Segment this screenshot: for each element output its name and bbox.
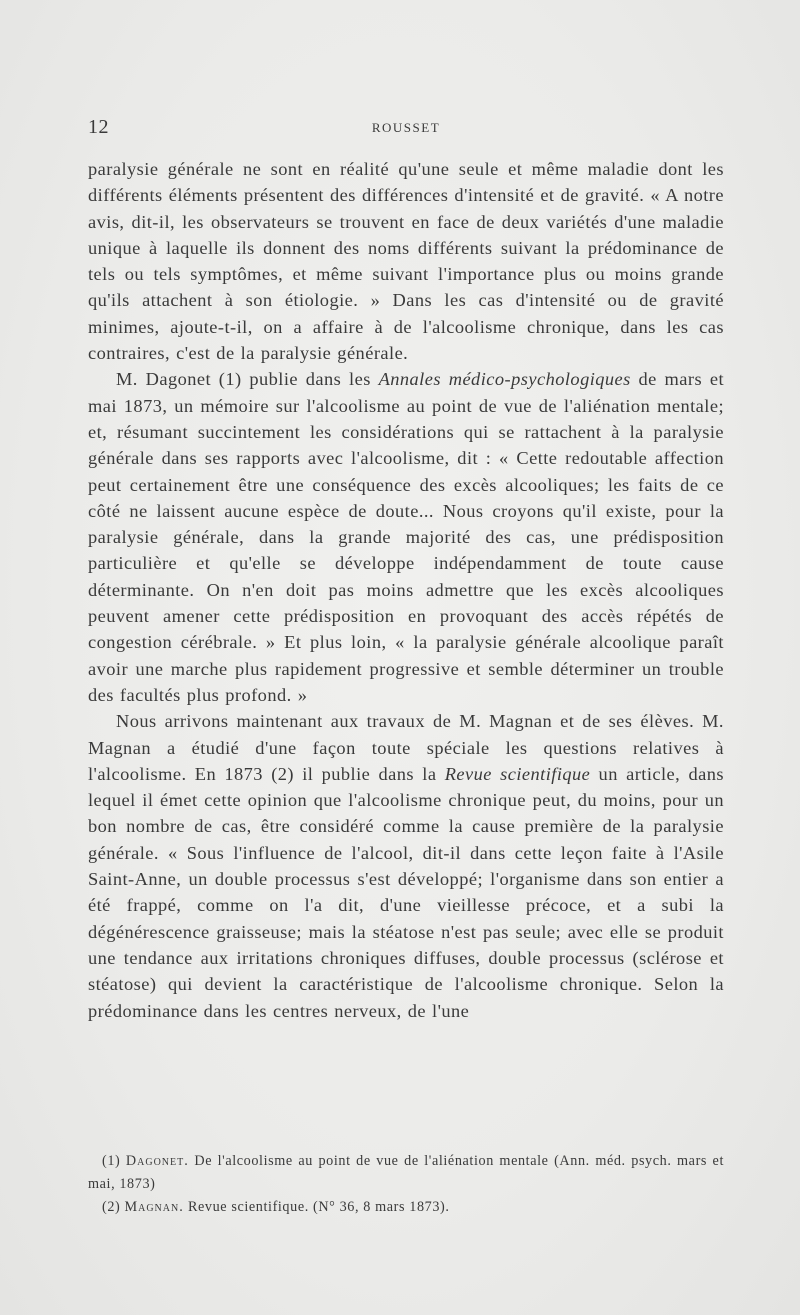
paragraph-3 bbox=[88, 708, 724, 1024]
page-number: 12 bbox=[88, 116, 109, 138]
paragraph-1-text: paralysie générale ne sont en réalité qu'une seule et même maladie dont les différents éléments présentent des différences d'intensité et de gravité. « A notre avis, dit-il, les observateurs se trouvent en face de deux variétés d'une maladie unique à laquelle ils donnent des noms différents suivant la prédominance de tels ou tels symptômes, et même suivant l'importance plus ou moins grande qu'ils attachent à son étiologie. » Dans les cas d'intensité ou de gravité minimes, ajoute-t-il, on a affaire à de l'alcoolisme chronique, dans les cas contraires, c'est de la paralysie générale. bbox=[88, 159, 724, 364]
paragraph-2 bbox=[88, 366, 724, 708]
footnote-2-author: Magnan. bbox=[124, 1199, 184, 1215]
paragraph-2-text-start: M. Dagonet (1) publie dans les bbox=[116, 369, 379, 390]
journal-title-revue: Revue scientifique bbox=[444, 763, 591, 784]
footnote-1 bbox=[88, 1150, 724, 1196]
running-head: ROUSSET bbox=[371, 120, 441, 135]
footnote-1-text: De l'alcoolisme au point de vue de l'aliénation mentale (Ann. méd. psych. mars et mai, 1873) bbox=[88, 1153, 724, 1192]
footnote-1-marker: (1) bbox=[102, 1153, 121, 1169]
page-header bbox=[88, 116, 724, 140]
footnote-2-marker: (2) bbox=[102, 1199, 121, 1215]
journal-title-annales: Annales médico-psychologiques bbox=[378, 369, 631, 390]
footnotes bbox=[88, 1150, 724, 1219]
footnote-2 bbox=[88, 1196, 724, 1219]
body-text bbox=[88, 156, 724, 1024]
paragraph-3-text-start: Nous arrivons maintenant aux travaux de M. Magnan et de ses élèves. M. Magnan a étudié d'une façon toute spéciale les questions relatives à l'alcoolisme. En 1873 (2) il publie dans la bbox=[88, 711, 724, 784]
footnote-2-text: Revue scientifique. (N° 36, 8 mars 1873). bbox=[187, 1199, 450, 1215]
paragraph-1 bbox=[88, 156, 724, 366]
paragraph-2-text-end: de mars et mai 1873, un mémoire sur l'alcoolisme au point de vue de l'aliénation mentale; et, résumant succintement les considérations qui se rattachent à la paralysie générale dans ses rapports avec l'alcoolisme, dit : « Cette redoutable affection peut certainement être une conséquence des excès alcooliques; les faits de ce côté ne laissent aucune espèce de doute... Nous croyons qu'il existe, pour la paralysie générale, dans la grande majorité des cas, une prédisposition particulière et qu'elle se développe indépendamment de toute cause déterminante. On n'en doit pas moins admettre que les excès alcooliques peuvent amener cette prédisposition en provoquant des accès répétés de congestion cérébrale. » Et plus loin, « la paralysie générale alcoolique paraît avoir une marche plus rapidement progressive et semble déterminer un trouble des facultés plus profond. » bbox=[88, 369, 725, 705]
paragraph-3-text-end: un article, dans lequel il émet cette opinion que l'alcoolisme chronique peut, du moins, pour un bon nombre de cas, être considéré comme la cause première de la paralysie générale. « Sous l'influence de l'alcool, dit-il dans cette leçon faite à l'Asile Saint-Anne, un double processus s'est développé; l'organisme dans son entier a été frappé, comme on l'a dit, d'une vieillesse précoce, et a subi la dégénérescence graisseuse; mais la stéatose n'est pas seule; avec elle se produit une tendance aux irritations chroniques diffuses, double processus (sclérose et stéatose) qui devient la caractéristique de l'alcoolisme chronique. Selon la prédominance dans les centres nerveux, de l'une bbox=[88, 763, 724, 1021]
footnote-1-author: Dagonet. bbox=[125, 1153, 189, 1169]
